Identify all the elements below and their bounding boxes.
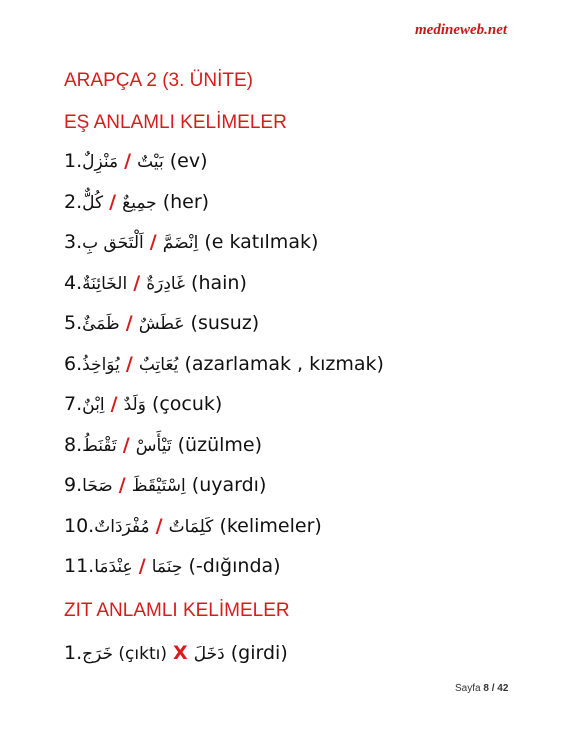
item-number: 10. bbox=[64, 514, 95, 537]
arabic-word: وَلَدٌ bbox=[123, 395, 146, 415]
separator: / bbox=[122, 433, 130, 456]
vocab-row bbox=[64, 434, 262, 456]
separator: / bbox=[138, 555, 146, 577]
arabic-word: جمِيعٌ bbox=[122, 192, 157, 213]
arabic-word: كُلٌّ bbox=[82, 192, 104, 213]
arabic-word: اِبْنٌ bbox=[82, 395, 105, 415]
footer-label: Sayfa bbox=[455, 683, 481, 694]
separator: / bbox=[125, 312, 133, 334]
separator: / bbox=[133, 271, 141, 294]
vocab-row bbox=[64, 474, 266, 496]
synonyms-heading: EŞ ANLAMLI KELİMELER bbox=[64, 112, 287, 133]
page-footer bbox=[455, 683, 508, 694]
arabic-word: ظَمَئٌ bbox=[82, 314, 120, 334]
arabic-word: (çıktı) خَرَج bbox=[82, 644, 167, 664]
antonyms-heading: ZIT ANLAMLI KELİMELER bbox=[64, 600, 290, 621]
turkish-meaning: (ev) bbox=[169, 150, 208, 172]
item-number: 7. bbox=[64, 393, 83, 415]
arabic-word: دَخَلَ bbox=[193, 644, 225, 664]
page-number: 8 / 42 bbox=[483, 683, 509, 694]
turkish-meaning: (girdi) bbox=[230, 642, 288, 664]
vocab-row bbox=[64, 642, 288, 664]
arabic-word: اَلْتَحَق بِ bbox=[82, 233, 144, 253]
arabic-word: مُفْرَدَاتٌ bbox=[94, 516, 150, 537]
turkish-meaning: (uyardı) bbox=[191, 474, 267, 496]
separator: / bbox=[125, 352, 133, 375]
separator: / bbox=[149, 231, 157, 253]
turkish-meaning: (azarlamak , kızmak) bbox=[184, 352, 384, 375]
item-number: 8. bbox=[64, 433, 83, 456]
vocab-row bbox=[64, 150, 208, 172]
arabic-word: يُوَاخِذُ bbox=[82, 354, 120, 375]
vocab-row bbox=[64, 515, 322, 537]
item-number: 9. bbox=[64, 474, 83, 496]
arabic-word: مَنْزِلٌ bbox=[82, 152, 119, 172]
arabic-word: اِسْتَيْقَظَ bbox=[131, 476, 186, 496]
item-number: 5. bbox=[64, 312, 83, 334]
arabic-word: اِنْضَمَّ bbox=[162, 233, 199, 253]
turkish-meaning: (her) bbox=[162, 190, 210, 213]
item-number: 4. bbox=[64, 271, 83, 294]
item-number: 6. bbox=[64, 352, 83, 375]
arabic-word: يُعَاتِبٌ bbox=[138, 354, 179, 375]
vocab-row bbox=[64, 272, 247, 294]
vocab-row bbox=[64, 191, 209, 213]
vocab-row bbox=[64, 393, 222, 415]
item-number: 1. bbox=[64, 150, 83, 172]
turkish-meaning: (hain) bbox=[191, 271, 247, 294]
vocab-row bbox=[64, 231, 318, 253]
turkish-meaning: (e katılmak) bbox=[204, 231, 319, 253]
arabic-word: تَيْأَسْ bbox=[135, 435, 172, 456]
turkish-meaning: (çocuk) bbox=[151, 393, 223, 415]
item-number: 3. bbox=[64, 231, 83, 253]
separator: / bbox=[155, 514, 163, 537]
item-number: 2. bbox=[64, 190, 83, 213]
arabic-word: عِنْدَمَا bbox=[94, 557, 133, 577]
watermark: medineweb.net bbox=[415, 22, 508, 38]
item-number: 11. bbox=[64, 555, 95, 577]
turkish-meaning: (susuz) bbox=[190, 312, 260, 334]
vocab-row bbox=[64, 312, 259, 334]
arabic-word: تَقْنَطُ bbox=[82, 435, 117, 456]
separator: X bbox=[173, 642, 188, 664]
turkish-meaning: (-dığında) bbox=[188, 555, 281, 577]
item-number: 1. bbox=[64, 642, 83, 664]
page-title: ARAPÇA 2 (3. ÜNİTE) bbox=[64, 70, 253, 91]
turkish-meaning: (üzülme) bbox=[177, 433, 262, 456]
separator: / bbox=[109, 190, 117, 213]
arabic-word: صَحَا bbox=[82, 476, 113, 496]
separator: / bbox=[124, 150, 132, 172]
arabic-word: حِنَمَا bbox=[151, 557, 183, 577]
arabic-word: الخَائِنَةٌ bbox=[82, 273, 128, 294]
arabic-word: عَطَشٌ bbox=[138, 314, 185, 334]
arabic-word: غَادِرَةٌ bbox=[146, 273, 185, 294]
vocab-row bbox=[64, 555, 281, 577]
turkish-meaning: (kelimeler) bbox=[219, 514, 322, 537]
separator: / bbox=[110, 393, 118, 415]
arabic-word: بَيْتٌ bbox=[137, 152, 164, 172]
separator: / bbox=[118, 474, 126, 496]
arabic-word: كَلِمَاتٌ bbox=[168, 516, 214, 537]
vocab-row bbox=[64, 353, 384, 375]
